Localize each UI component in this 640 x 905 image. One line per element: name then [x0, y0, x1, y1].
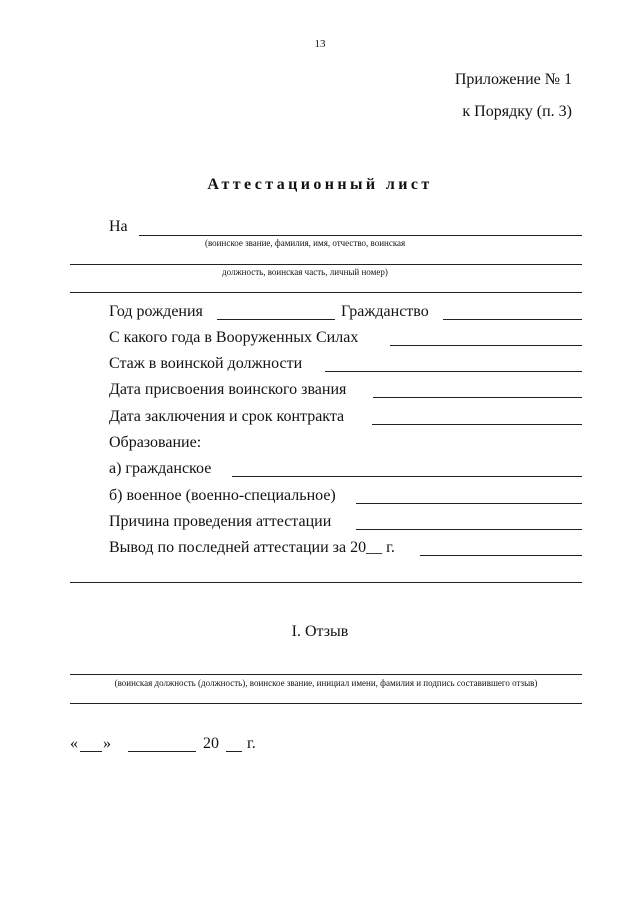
- education-label: Образование:: [109, 434, 202, 451]
- recipient-line[interactable]: [139, 235, 582, 236]
- military-education-label: б) военное (военно-специальное): [109, 487, 336, 504]
- civil-education-label: а) гражданское: [109, 460, 212, 477]
- last-conclusion-field[interactable]: [420, 555, 582, 556]
- military-education-field[interactable]: [356, 503, 582, 504]
- appendix-reference: к Порядку (п. 3): [462, 103, 572, 120]
- date-year-suffix: г.: [247, 735, 256, 752]
- date-year-prefix: 20: [203, 735, 219, 752]
- on-label: На: [109, 218, 128, 235]
- date-month-field[interactable]: [128, 751, 196, 752]
- review-author-hint: (воинская должность (должность), воинское звание, инициал имени, фамилия и подпись составившего отзыв): [114, 678, 538, 688]
- reason-field[interactable]: [356, 529, 582, 530]
- recipient-hint: (воинское звание, фамилия, имя, отчество, воинская: [205, 238, 406, 248]
- reason-label: Причина проведения аттестации: [109, 513, 332, 530]
- citizenship-label: Гражданство: [341, 303, 429, 320]
- since-year-field[interactable]: [390, 345, 582, 346]
- review-heading: I. Отзыв: [291, 623, 349, 640]
- contract-date-label: Дата заключения и срок контракта: [109, 408, 345, 425]
- document-title: Аттестационный лист: [207, 176, 433, 193]
- conclusion-line-2[interactable]: [70, 582, 582, 583]
- date-day-field[interactable]: [80, 751, 102, 752]
- service-length-field[interactable]: [325, 371, 582, 372]
- since-year-label: С какого года в Вооруженных Силах: [109, 329, 359, 346]
- recipient-line-3[interactable]: [70, 292, 582, 293]
- review-author-line-2[interactable]: [70, 703, 582, 704]
- rank-date-label: Дата присвоения воинского звания: [109, 381, 347, 398]
- appendix-label: Приложение № 1: [454, 71, 572, 88]
- date-quote-open: «: [70, 735, 78, 752]
- recipient-line-2[interactable]: [70, 264, 582, 265]
- citizenship-field[interactable]: [443, 319, 582, 320]
- recipient-hint-2: должность, воинская часть, личный номер): [222, 267, 388, 277]
- date-year-field[interactable]: [226, 751, 242, 752]
- last-conclusion-label: Вывод по последней аттестации за 20__ г.: [109, 539, 395, 556]
- date-quote-close: »: [103, 735, 111, 752]
- contract-date-field[interactable]: [372, 424, 582, 425]
- rank-date-field[interactable]: [373, 397, 582, 398]
- civil-education-field[interactable]: [232, 476, 582, 477]
- service-length-label: Стаж в воинской должности: [109, 355, 303, 372]
- birth-year-label: Год рождения: [109, 303, 203, 320]
- page-number: 13: [314, 38, 326, 50]
- birth-year-field[interactable]: [217, 319, 335, 320]
- review-author-line[interactable]: [70, 674, 582, 675]
